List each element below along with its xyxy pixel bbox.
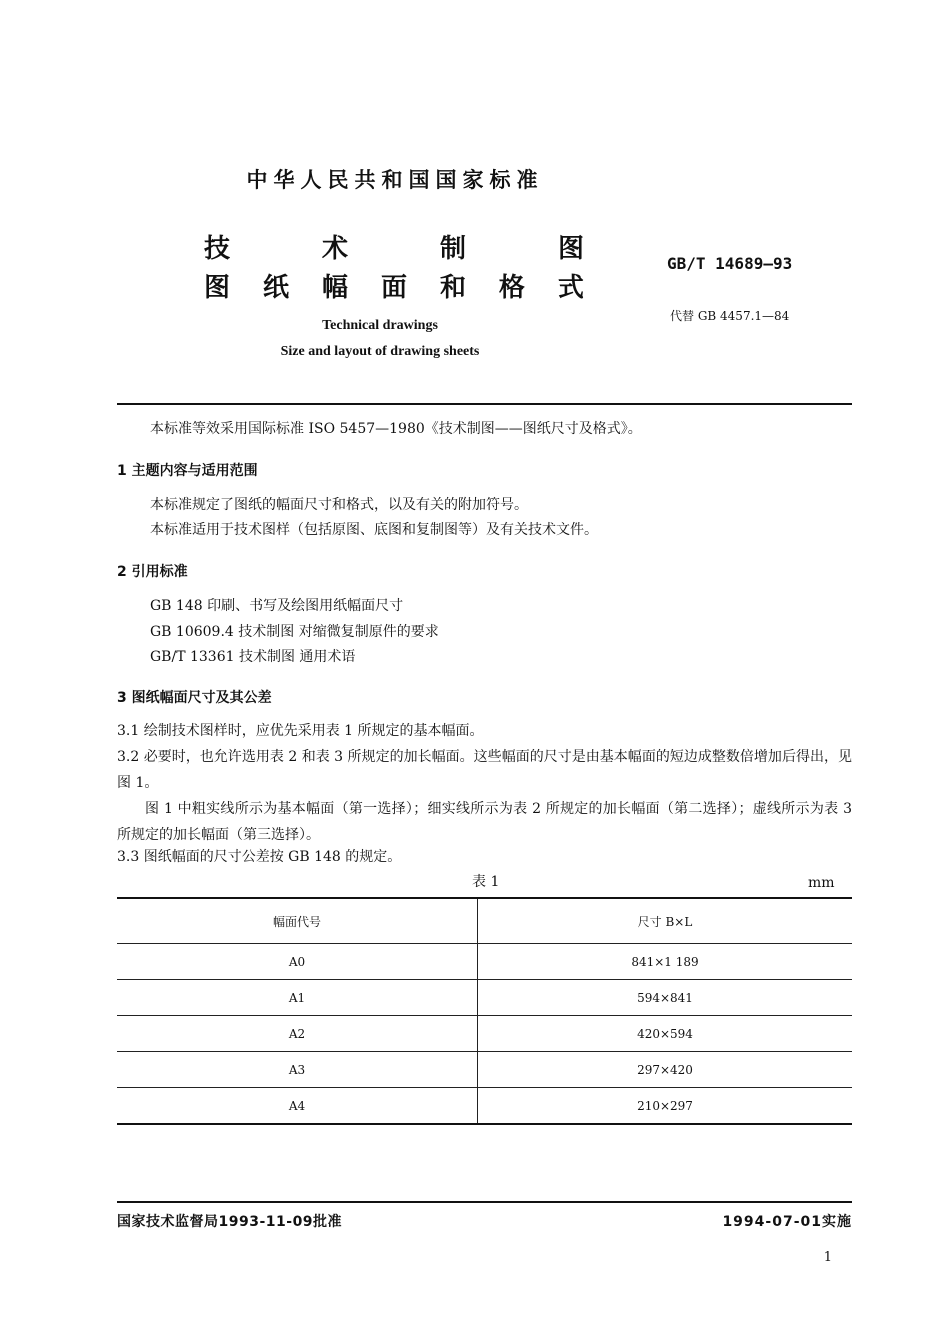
reference-item: GB 148 印刷、书写及绘图用纸幅面尺寸 (150, 598, 404, 614)
dimension-cell: 594×841 (478, 980, 853, 1016)
replaces-standard: 代替 GB 4457.1—84 (670, 309, 790, 323)
title-char: 面 (380, 273, 407, 303)
title-char: 幅 (321, 273, 348, 303)
title-char: 图 (204, 273, 231, 303)
size-code-cell: A1 (117, 980, 478, 1016)
section-2-title: 2 引用标准 (117, 564, 188, 580)
national-standard-heading: 中华人民共和国国家标准 (246, 168, 544, 192)
title-en-line1: Technical drawings (322, 318, 438, 333)
clause-3-3: 3.3 图纸幅面的尺寸公差按 GB 148 的规定。 (117, 849, 402, 865)
section-1-para-2: 本标准适用于技术图样（包括原图、底图和复制图等）及有关技术文件。 (150, 522, 598, 538)
standard-code: GB/T 14689—93 (667, 254, 793, 273)
section-1-title: 1 主题内容与适用范围 (117, 463, 258, 479)
intro-text: 本标准等效采用国际标准 ISO 5457—1980《技术制图——图纸尺寸及格式》。 (150, 421, 642, 437)
table-caption: 表 1 (472, 874, 500, 890)
dimension-cell: 210×297 (478, 1088, 853, 1125)
reference-item: GB/T 13361 技术制图 通用术语 (150, 649, 356, 665)
reference-item: GB 10609.4 技术制图 对缩微复制原件的要求 (150, 624, 439, 640)
title-char: 术 (321, 234, 348, 264)
table-row (117, 1052, 852, 1088)
column-header-dimensions: 尺寸 B×L (478, 898, 853, 944)
page-number: 1 (823, 1250, 832, 1265)
size-code-cell: A0 (117, 944, 478, 980)
table-unit: mm (808, 875, 835, 891)
clause-3-2: 3.2 必要时，也允许选用表 2 和表 3 所规定的加长幅面。这些幅面的尺寸是由基本幅面的短边成整数倍增加后得出，见图 1。 (117, 749, 852, 791)
column-header-size-code: 幅面代号 (117, 898, 478, 944)
dimension-cell: 841×1 189 (478, 944, 853, 980)
size-code-cell: A2 (117, 1016, 478, 1052)
title-char: 图 (557, 234, 584, 264)
clause-3-1: 3.1 绘制技术图样时，应优先采用表 1 所规定的基本幅面。 (117, 723, 484, 739)
clause-3-2-note: 图 1 中粗实线所示为基本幅面（第一选择）；细实线所示为表 2 所规定的加长幅面（第二选择）；虚线所示为表 3 所规定的加长幅面（第三选择）。 (117, 801, 852, 843)
dimension-cell: 420×594 (478, 1016, 853, 1052)
title-char: 和 (439, 273, 466, 303)
table-header-row (117, 898, 852, 944)
table-row (117, 1016, 852, 1052)
table-row (117, 1088, 852, 1125)
title-char: 格 (498, 273, 525, 303)
title-char: 制 (439, 234, 466, 264)
title-char: 纸 (262, 273, 289, 303)
effective-date: 1994-07-01实施 (722, 1214, 852, 1230)
header-divider (117, 403, 852, 405)
table-row (117, 944, 852, 980)
section-3-title: 3 图纸幅面尺寸及其公差 (117, 690, 272, 706)
approval-date: 国家技术监督局1993-11-09批准 (117, 1214, 343, 1230)
title-zh-line1 (204, 228, 584, 265)
title-char: 技 (204, 234, 231, 264)
sheet-size-table (117, 897, 852, 1125)
title-en-line2: Size and layout of drawing sheets (280, 344, 480, 359)
dimension-cell: 297×420 (478, 1052, 853, 1088)
size-code-cell: A4 (117, 1088, 478, 1125)
table-row (117, 980, 852, 1016)
title-char: 式 (557, 273, 584, 303)
footer-divider (117, 1201, 852, 1203)
size-code-cell: A3 (117, 1052, 478, 1088)
section-1-para-1: 本标准规定了图纸的幅面尺寸和格式，以及有关的附加符号。 (150, 497, 528, 513)
title-zh-line2 (204, 267, 584, 304)
